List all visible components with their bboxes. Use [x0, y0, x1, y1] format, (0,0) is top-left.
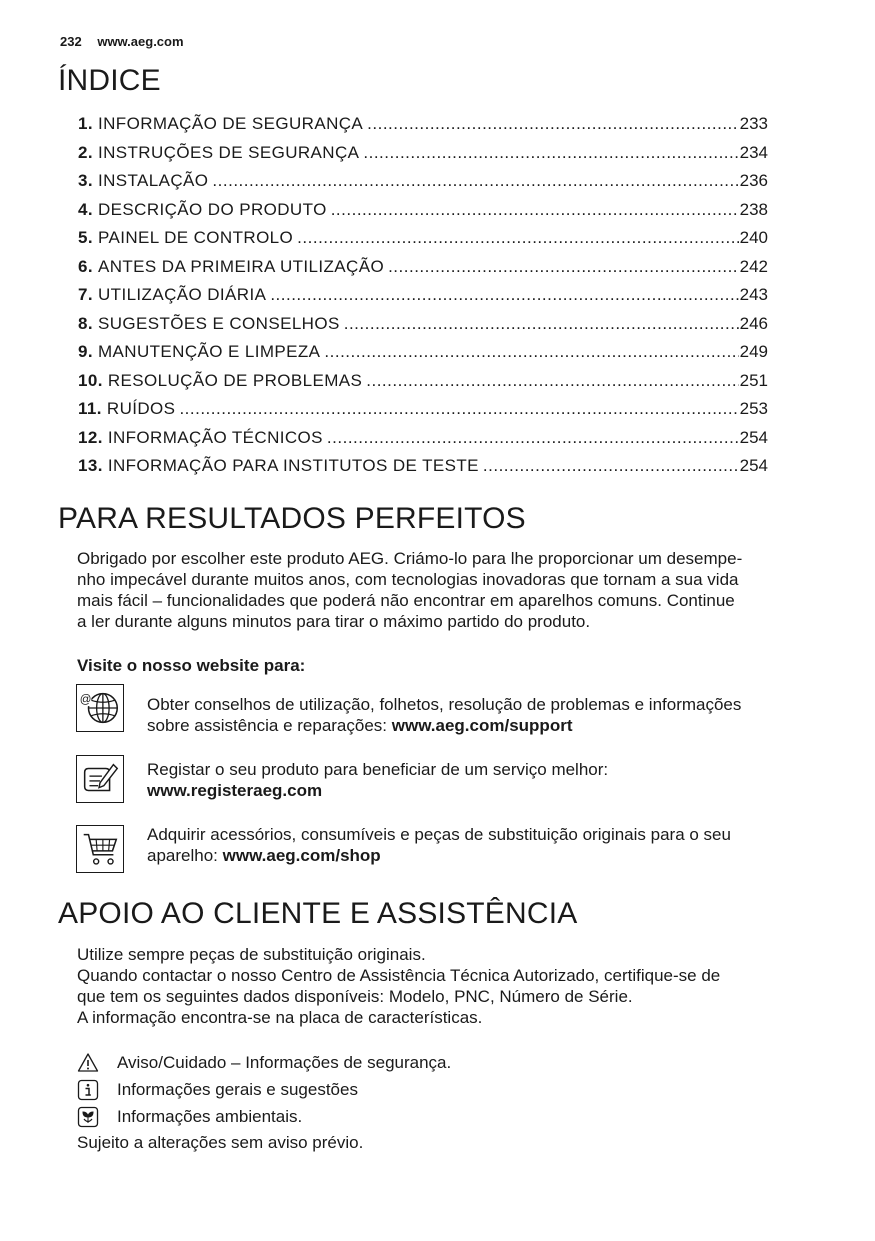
toc-leader [367, 114, 738, 134]
toc-item-number: 11. [78, 399, 102, 418]
toc-item-label: INFORMAÇÃO PARA INSTITUTOS DE TESTE [107, 456, 479, 475]
table-of-contents [78, 114, 768, 485]
toc-item-number: 5. [78, 228, 93, 247]
toc-leader [363, 143, 738, 163]
text-line: Utilize sempre peças de substituição originais. [77, 945, 426, 964]
visit-item-text: Registar o seu produto para beneficiar de um serviço melhor: [147, 760, 609, 779]
toc-leader [270, 285, 738, 305]
toc-item-page: 251 [739, 370, 768, 390]
info-icon [77, 1079, 99, 1101]
toc-item-label: DESCRIÇÃO DO PRODUTO [97, 199, 327, 219]
toc-item[interactable] [78, 456, 768, 485]
text-line: que tem os seguintes dados disponíveis: Modelo, PNC, Número de Série. [77, 987, 633, 1006]
toc-item-number: 8. [78, 313, 93, 333]
toc-leader [366, 371, 738, 391]
toc-item[interactable] [78, 285, 768, 314]
page-number: 232 [60, 34, 82, 49]
toc-item-page: 249 [739, 342, 768, 361]
toc-leader [297, 228, 738, 248]
environment-icon [77, 1106, 99, 1128]
text-line: mais fácil – funcionalidades que poderá não encontrar em aparelhos comuns. Continue [77, 591, 735, 610]
toc-item-label: UTILIZAÇÃO DIÁRIA [97, 285, 267, 304]
toc-item-page: 243 [739, 285, 768, 304]
toc-item-page: 254 [739, 456, 768, 475]
toc-item-number: 9. [78, 342, 93, 361]
text-line: a ler durante alguns minutos para tirar o máximo partido do produto. [77, 612, 591, 631]
support-link[interactable]: www.aeg.com/support [391, 716, 573, 735]
section-title-perfect-results: PARA RESULTADOS PERFEITOS [58, 502, 526, 535]
toc-item-page: 234 [739, 142, 768, 162]
toc-item[interactable] [78, 342, 768, 371]
toc-item-number: 12. [78, 427, 103, 447]
toc-item[interactable] [78, 257, 768, 286]
text-line: A informação encontra-se na placa de características. [77, 1008, 483, 1027]
toc-item-number: 10. [78, 370, 103, 390]
toc-leader [483, 456, 739, 476]
toc-item-number: 13. [78, 456, 103, 475]
toc-item-page: 253 [739, 399, 768, 418]
toc-item-label: RUÍDOS [106, 399, 176, 418]
toc-leader [327, 428, 739, 448]
toc-item[interactable] [78, 200, 768, 229]
page-header [60, 34, 184, 49]
visit-item-text: aparelho: [147, 846, 223, 865]
toc-item-label: INFORMAÇÃO TÉCNICOS [107, 427, 323, 447]
shopping-cart-icon [76, 825, 124, 873]
register-icon [76, 755, 124, 803]
legend-environment [77, 1105, 302, 1129]
toc-item-number: 7. [78, 285, 93, 304]
register-link[interactable]: www.registeraeg.com [147, 781, 323, 800]
toc-leader [179, 399, 738, 419]
toc-item-label: INSTALAÇÃO [97, 171, 209, 190]
toc-leader [344, 314, 739, 334]
toc-item-label: MANUTENÇÃO E LIMPEZA [97, 342, 321, 361]
text-line: nho impecável durante muitos anos, com tecnologias inovadoras que tornam a sua vida [77, 570, 739, 589]
header-website[interactable]: www.aeg.com [97, 34, 184, 49]
legend-warning [77, 1051, 451, 1075]
toc-item[interactable] [78, 143, 768, 172]
toc-item-label: RESOLUÇÃO DE PROBLEMAS [107, 370, 363, 390]
toc-item-number: 2. [78, 142, 93, 162]
toc-item-page: 238 [739, 199, 768, 219]
text-line: Quando contactar o nosso Centro de Assistência Técnica Autorizado, certifique-se de [77, 966, 721, 985]
visit-item-register [147, 759, 827, 801]
toc-item-number: 4. [78, 199, 93, 219]
visit-item-text: Obter conselhos de utilização, folhetos, resolução de problemas e informações [147, 695, 742, 714]
visit-website-label: Visite o nosso website para: [77, 656, 306, 675]
toc-item-page: 240 [739, 228, 768, 247]
toc-item[interactable] [78, 114, 768, 143]
toc-item-number: 6. [78, 256, 93, 276]
toc-item-page: 254 [739, 427, 768, 447]
customer-support-text [77, 944, 817, 1028]
toc-leader [212, 171, 738, 191]
toc-leader [388, 257, 739, 277]
toc-item[interactable] [78, 314, 768, 343]
toc-item-label: ANTES DA PRIMEIRA UTILIZAÇÃO [97, 256, 385, 276]
toc-item-label: SUGESTÕES E CONSELHOS [97, 313, 340, 333]
legend-info [77, 1078, 358, 1102]
toc-item-label: PAINEL DE CONTROLO [97, 228, 294, 247]
toc-item[interactable] [78, 171, 768, 200]
toc-item-number: 3. [78, 171, 93, 190]
legend-text: Informações gerais e sugestões [117, 1080, 358, 1099]
toc-item-page: 246 [739, 313, 768, 333]
toc-item-label: INSTRUÇÕES DE SEGURANÇA [97, 142, 360, 162]
toc-title: ÍNDICE [58, 64, 161, 97]
toc-leader [324, 342, 738, 362]
toc-item[interactable] [78, 428, 768, 457]
toc-item[interactable] [78, 399, 768, 428]
toc-item[interactable] [78, 228, 768, 257]
toc-item-label: INFORMAÇÃO DE SEGURANÇA [97, 114, 364, 133]
toc-item-page: 233 [739, 114, 768, 133]
globe-icon [76, 684, 124, 732]
visit-item-text: sobre assistência e reparações: [147, 716, 392, 735]
toc-item-page: 242 [739, 256, 768, 276]
visit-item-text: Adquirir acessórios, consumíveis e peças de substituição originais para o seu [147, 825, 731, 844]
perfect-results-text [77, 548, 817, 632]
visit-item-support [147, 694, 827, 736]
toc-item[interactable] [78, 371, 768, 400]
section-title-customer-support: APOIO AO CLIENTE E ASSISTÊNCIA [58, 897, 578, 930]
shop-link[interactable]: www.aeg.com/shop [222, 846, 381, 865]
svg-text:@: @ [79, 694, 92, 707]
warning-icon [77, 1052, 99, 1074]
legend-text: Aviso/Cuidado – Informações de segurança. [117, 1053, 452, 1072]
legend-text: Informações ambientais. [117, 1107, 303, 1126]
visit-item-shop [147, 824, 827, 866]
text-line: Obrigado por escolher este produto AEG. Criámo-lo para lhe proporcionar um desempe- [77, 549, 743, 568]
toc-item-page: 236 [739, 171, 768, 190]
toc-item-number: 1. [78, 114, 93, 133]
toc-leader [331, 200, 739, 220]
subject-to-change-note: Sujeito a alterações sem aviso prévio. [77, 1133, 364, 1152]
